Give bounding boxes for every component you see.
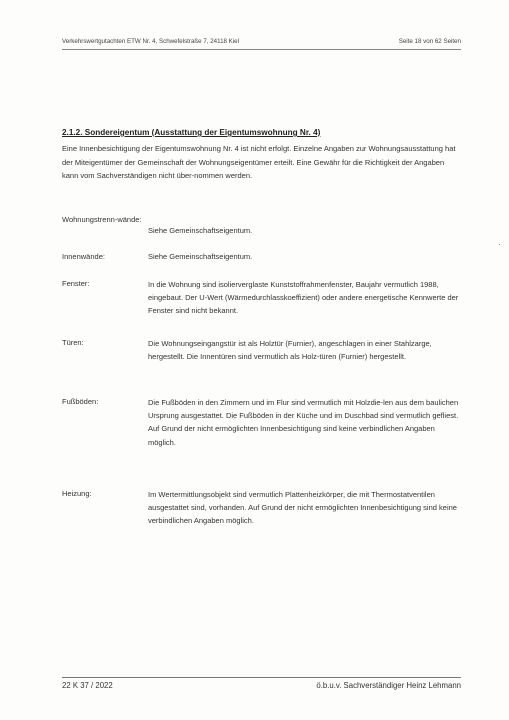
header-page-number: Seite 18 von 62 Seiten — [398, 38, 461, 45]
item-value: Die Fußböden in den Zimmern und im Flur sind vermutlich mit Holzdie-len aus dem baulichen Ursprung ausgestattet. Die Fußböden in der Küche und im Duschbad sind vermutlich gefliest. Auf Grund der nicht ermöglichten Innenbesichtigung sind keine verbindlichen Angaben möglich. — [148, 398, 459, 447]
item-row-tueren — [62, 337, 462, 363]
item-label: Fußböden: — [62, 397, 99, 406]
item-row-fenster — [62, 278, 462, 318]
item-label: Türen: — [62, 338, 84, 347]
page-header — [62, 38, 461, 50]
item-label: Heizung: — [62, 489, 92, 498]
item-row-wohnungstrennwaende — [62, 214, 462, 236]
item-row-fussboeden — [62, 396, 462, 449]
item-row-innenwaende — [62, 251, 462, 262]
header-document-title: Verkehrswertgutachten ETW Nr. 4, Schwefelstraße 7, 24118 Kiel — [62, 38, 239, 45]
section-intro: Eine Innenbesichtigung der Eigentumswohnung Nr. 4 ist nicht erfolgt. Einzelne Angaben zur Wohnungsausstattung hat der Miteigentümer der Gemeinschaft der Wohnungseigentümer erteilt. Eine Gewähr für die Richtigkeit der Angaben kann vom Sachverständigen nicht über-nommen werden. — [62, 144, 456, 180]
footer-expert-name: ö.b.u.v. Sachverständiger Heinz Lehmann — [316, 681, 461, 690]
item-label: Fenster: — [62, 279, 90, 288]
scan-speck — [499, 244, 500, 245]
item-value: Die Wohnungseingangstür ist als Holztür (Furnier), angeschlagen in einer Stahlzarge, hergestellt. Die Innentüren sind vermutlich als Holz-türen (Furnier) hergestellt. — [148, 339, 432, 362]
item-label: Innenwände: — [62, 252, 105, 261]
item-value: In die Wohnung sind isolierverglaste Kunststoffrahmenfenster, Baujahr vermutlich 1988, eingebaut. Der U-Wert (Wärmedurchlasskoeffizient) oder andere energetische Kennwerte der Fenster sind nicht bekannt. — [148, 280, 459, 316]
section-title: 2.1.2. Sondereigentum (Ausstattung der Eigentumswohnung Nr. 4) — [62, 128, 321, 137]
page-footer — [62, 677, 461, 690]
item-value: Siehe Gemeinschaftseigentum. — [148, 226, 253, 235]
item-label: Wohnungstrenn-wände: — [62, 215, 142, 224]
item-row-heizung — [62, 488, 462, 528]
footer-case-number: 22 K 37 / 2022 — [62, 681, 113, 690]
item-value: Im Wertermittlungsobjekt sind vermutlich Plattenheizkörper, die mit Thermostatventilen ausgestattet sind, vorhanden. Auf Grund der nicht ermöglichten Innenbesichtigung sind keine verbindlichen Angaben möglich. — [148, 490, 457, 526]
item-value: Siehe Gemeinschaftseigentum. — [148, 252, 253, 261]
